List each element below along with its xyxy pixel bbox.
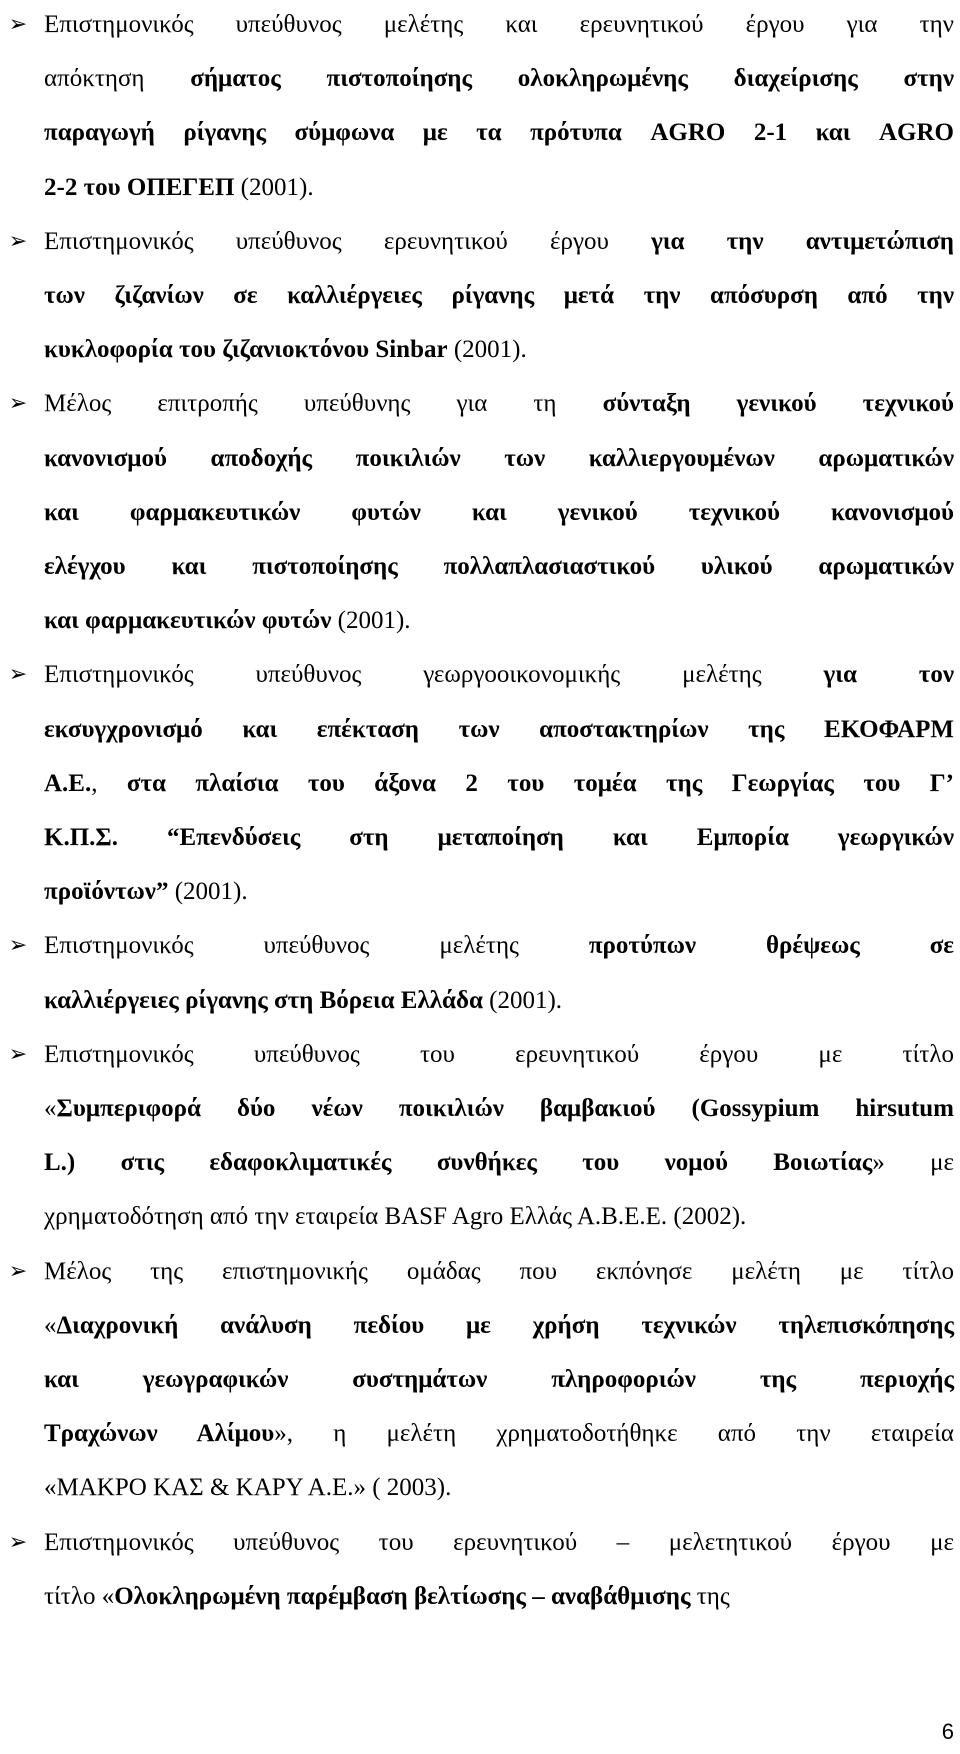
text-line <box>44 757 954 811</box>
text-run: (2001). <box>168 878 248 906</box>
text-line <box>44 1136 954 1190</box>
text-line <box>44 323 954 377</box>
bold-text: παραγωγή ρίγανης σύμφωνα με τα πρότυπα AGRO 2-1 και AGRO <box>44 119 954 147</box>
text-line <box>44 377 954 431</box>
list-item <box>0 648 960 919</box>
text-run: Επιστημονικός υπεύθυνος του ερευνητικού έργου με τίτλο <box>44 1040 954 1068</box>
text-line <box>44 1190 954 1244</box>
bold-text: και φαρμακευτικών φυτών και γενικού τεχνικού κανονισμού <box>44 498 954 526</box>
bold-text: και γεωγραφικών συστημάτων πληροφοριών της περιοχής <box>44 1365 954 1393</box>
text-line <box>44 0 954 52</box>
bullet-arrow-icon: ➢ <box>8 391 28 417</box>
bold-text: κυκλοφορία του ζιζανιοκτόνου Sinbar <box>44 336 448 364</box>
text-run: απόκτηση <box>44 65 191 93</box>
text-line <box>44 432 954 486</box>
bold-text: καλλιέργειες ρίγανης στη Βόρεια Ελλάδα <box>44 986 483 1014</box>
text-line <box>44 161 954 215</box>
bold-text: 2-2 του ΟΠΕΓΕΠ <box>44 173 235 201</box>
bold-text: προτύπων θρέψεως σε <box>588 932 954 960</box>
text-run: (2001). <box>482 986 563 1014</box>
bold-text: Ολοκληρωμένη παρέμβαση βελτίωσης – αναβάθμισης <box>114 1582 691 1610</box>
text-run: (2001). <box>447 336 527 364</box>
text-line <box>44 540 954 594</box>
bullet-arrow-icon: ➢ <box>8 12 28 37</box>
text-line <box>44 269 954 323</box>
text-run: «ΜΑΚΡΟ ΚΑΣ & ΚΑΡΥ Α.Ε.» ( 2003). <box>44 1474 452 1502</box>
text-line <box>44 1028 954 1082</box>
bold-text: εκσυγχρονισμό και επέκταση των αποστακτηρίων της ΕΚΟΦΑΡΜ <box>44 715 954 743</box>
text-run: , <box>91 769 127 797</box>
text-run: « <box>44 1094 57 1122</box>
bold-text: ελέγχου και πιστοποίησης πολλαπλασιαστικού υλικού αρωματικών <box>44 552 954 580</box>
bullet-arrow-icon: ➢ <box>8 1258 28 1284</box>
bold-text: για τον <box>823 661 954 689</box>
text-line <box>44 703 954 757</box>
bold-text: στα πλαίσια του άξονα 2 του τομέα της Γεωργίας του Γ’ <box>126 769 954 797</box>
text-run: Επιστημονικός υπεύθυνος του ερευνητικού – μελετητικού έργου με <box>44 1528 954 1556</box>
text-line <box>44 1461 954 1515</box>
list-item <box>0 0 960 215</box>
text-run: (2001). <box>331 607 411 635</box>
bold-text: για την αντιμετώπιση <box>651 227 954 255</box>
bold-text: προϊόντων” <box>44 878 169 906</box>
list-item <box>0 215 960 378</box>
list-item <box>0 1245 960 1516</box>
text-run: Μέλος επιτροπής υπεύθυνης για τη <box>44 390 603 418</box>
page-number: 6 <box>941 1719 954 1744</box>
text-run: », η μελέτη χρηματοδοτήθηκε από την εταιρεία <box>274 1420 954 1448</box>
bold-text: Διαχρονική ανάλυση πεδίου με χρήση τεχνικών τηλεπισκόπησης <box>56 1311 954 1339</box>
bold-text: σήματος πιστοποίησης ολοκληρωμένης διαχείρισης στην <box>190 65 954 93</box>
text-run: Επιστημονικός υπεύθυνος γεωργοοικονομικής μελέτης <box>44 661 824 689</box>
list-item <box>0 1516 960 1624</box>
text-run: Επιστημονικός υπεύθυνος ερευνητικού έργου <box>44 227 652 255</box>
bullet-arrow-icon: ➢ <box>8 662 28 688</box>
text-run: Επιστημονικός υπεύθυνος μελέτης και ερευνητικού έργου για την <box>44 11 954 38</box>
text-line <box>44 486 954 540</box>
list-item <box>0 919 960 1027</box>
text-line <box>44 1082 954 1136</box>
text-line <box>44 974 954 1028</box>
bold-text: σύνταξη γενικού τεχνικού <box>602 390 954 418</box>
bold-text: των ζιζανίων σε καλλιέργειες ρίγανης μετά την απόσυρση από την <box>44 281 954 309</box>
text-line <box>44 1516 954 1570</box>
text-line <box>44 106 954 160</box>
text-run: Επιστημονικός υπεύθυνος μελέτης <box>44 932 589 960</box>
text-run: » με <box>872 1149 954 1177</box>
bold-text: L.) στις εδαφοκλιματικές συνθήκες του νομού Βοιωτίας <box>44 1149 873 1177</box>
bullet-arrow-icon: ➢ <box>8 1041 28 1067</box>
text-line <box>44 919 954 973</box>
text-run: χρηματοδότηση από την εταιρεία BASF Agro Ελλάς Α.Β.Ε.Ε. (2002). <box>44 1203 747 1231</box>
bold-text: Συμπεριφορά δύο νέων ποικιλιών βαμβακιού (Gossypium hirsutum <box>56 1094 954 1122</box>
bold-text: Τραχώνων Αλίμου <box>44 1420 275 1448</box>
text-run: (2001). <box>234 173 314 201</box>
text-line <box>44 215 954 269</box>
text-line <box>44 1245 954 1299</box>
text-line <box>44 1407 954 1461</box>
text-line <box>44 811 954 865</box>
bullet-arrow-icon: ➢ <box>8 933 28 959</box>
bold-text: κανονισμού αποδοχής ποικιλιών των καλλιεργουμένων αρωματικών <box>44 444 954 472</box>
list-item <box>0 1028 960 1245</box>
text-line <box>44 52 954 106</box>
bullet-arrow-icon: ➢ <box>8 1529 28 1555</box>
bullet-arrow-icon: ➢ <box>8 228 28 254</box>
text-run: τίτλο « <box>44 1582 115 1610</box>
text-line <box>44 1353 954 1407</box>
bold-text: Κ.Π.Σ. “Επενδύσεις στη μεταποίηση και Εμπορία γεωργικών <box>44 823 954 851</box>
list-item <box>0 377 960 648</box>
text-run: Μέλος της επιστημονικής ομάδας που εκπόνησε μελέτη με τίτλο <box>44 1257 954 1285</box>
text-line <box>44 648 954 702</box>
bold-text: και φαρμακευτικών φυτών <box>44 607 332 635</box>
text-line <box>44 865 954 919</box>
text-run: « <box>44 1311 57 1339</box>
text-run: της <box>690 1582 730 1610</box>
bold-text: Α.Ε. <box>44 769 92 797</box>
text-line <box>44 1570 954 1624</box>
text-line <box>44 1299 954 1353</box>
text-line <box>44 594 954 648</box>
